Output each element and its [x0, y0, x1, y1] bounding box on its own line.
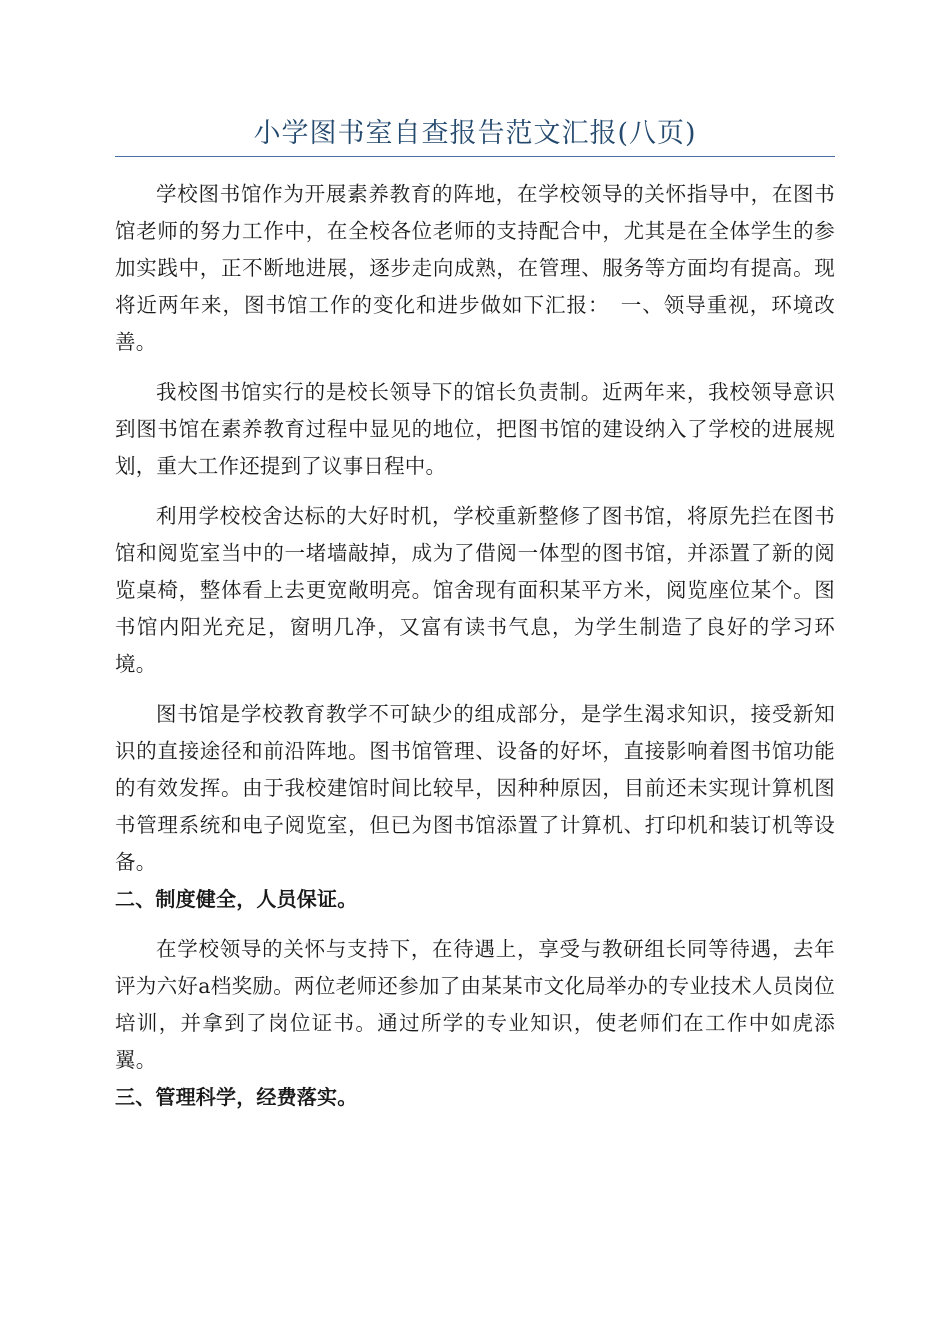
title-underline	[115, 114, 835, 157]
section-heading-3: 三、管理科学，经费落实。	[115, 1085, 358, 1109]
paragraph-intro: 学校图书馆作为开展素养教育的阵地，在学校领导的关怀指导中，在图书馆老师的努力工作中，在全校各位老师的支持配合中，尤其是在全体学生的参加实践中，正不断地进展，逐步走向成熟，在管理、服务等方面均有提高。现将近两年来，图书馆工作的变化和进步做如下汇报： 一、领导重视，环境改善。	[115, 182, 835, 354]
page-title: 小学图书室自查报告范文汇报(八页)	[253, 118, 697, 149]
paragraph-renovation: 利用学校校舍达标的大好时机，学校重新整修了图书馆，将原先拦在图书馆和阅览室当中的一堵墙敲掉，成为了借阅一体型的图书馆，并添置了新的阅览桌椅，整体看上去更宽敞明亮。馆舍现有面积某平方米，阅览座位某个。图书馆内阳光充足，窗明几净，又富有读书气息，为学生制造了良好的学习环境。	[115, 504, 835, 676]
paragraph-staff: 在学校领导的关怀与支持下，在待遇上，享受与教研组长同等待遇，去年评为六好a档奖励。两位老师还参加了由某某市文化局举办的专业技术人员岗位培训，并拿到了岗位证书。通过所学的专业知识，使老师们在工作中如虎添翼。	[115, 937, 835, 1072]
section-heading-2: 二、制度健全，人员保证。	[115, 887, 358, 911]
document-body	[115, 176, 835, 1116]
paragraph-equipment: 图书馆是学校教育教学不可缺少的组成部分，是学生渴求知识，接受新知识的直接途径和前沿阵地。图书馆管理、设备的好坏，直接影响着图书馆功能的有效发挥。由于我校建馆时间比较早，因种种原因，目前还未实现计算机图书管理系统和电子阅览室，但已为图书馆添置了计算机、打印机和装订机等设备。	[115, 702, 835, 874]
paragraph-leadership: 我校图书馆实行的是校长领导下的馆长负责制。近两年来，我校领导意识到图书馆在素养教育过程中显见的地位，把图书馆的建设纳入了学校的进展规划，重大工作还提到了议事日程中。	[115, 380, 835, 478]
